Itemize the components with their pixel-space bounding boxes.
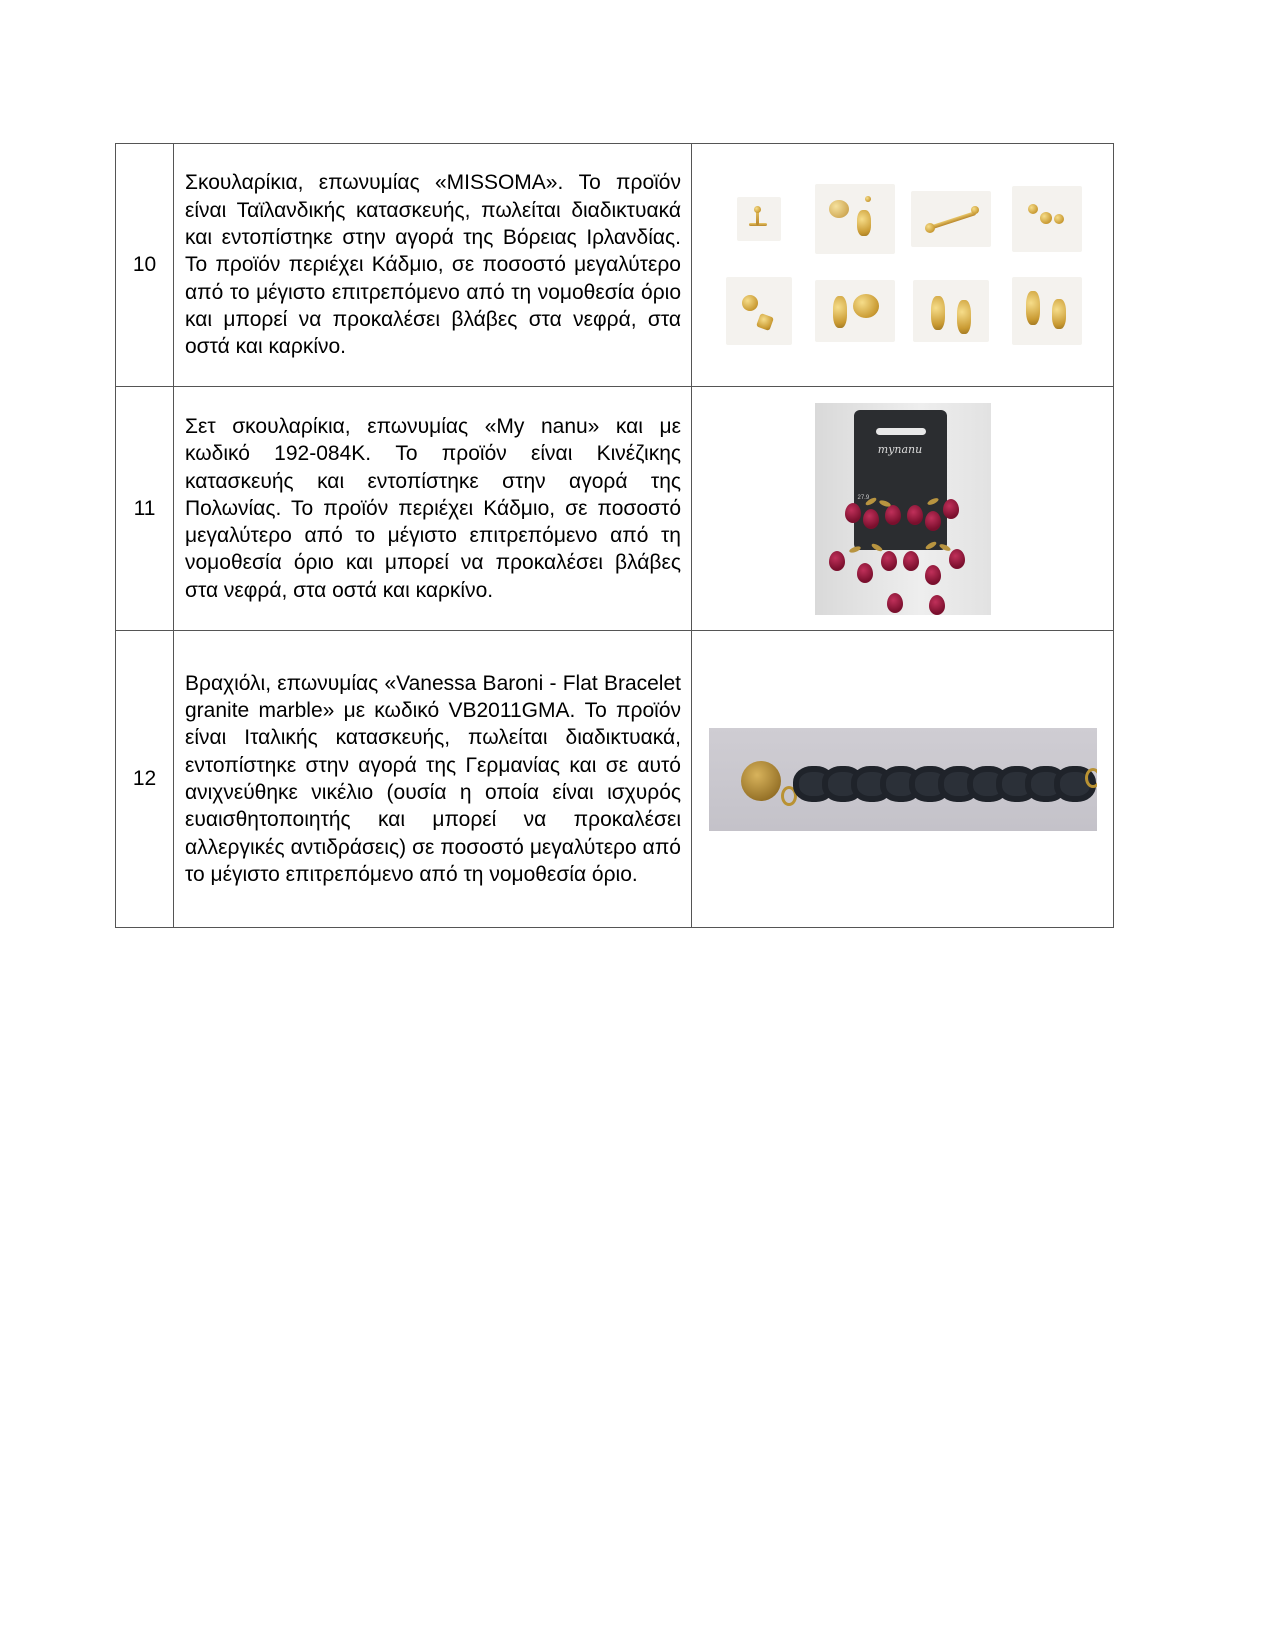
earring-image [815, 184, 895, 254]
earring-image [1012, 186, 1082, 252]
my-nanu-earrings-photo [815, 403, 991, 615]
table-row [116, 631, 1114, 928]
row-number: 11 [116, 387, 174, 631]
table-row [116, 144, 1114, 387]
product-image-cell [692, 387, 1114, 631]
earring-image [1012, 277, 1082, 345]
price-tag: 27.9 [857, 494, 870, 501]
table-row [116, 387, 1114, 631]
product-description: Σκουλαρίκια, επωνυμίας «MISSOMA». Το προϊόν είναι Ταϊλανδικής κατασκευής, πωλείται διαδικτυακά και εντοπίστηκε στην αγορά της Βόρειας Ιρλανδίας. Το προϊόν περιέχει Κάδμιο, σε ποσοστό μεγαλύτερο από το μέγιστο επιτρεπόμενο από τη νομοθεσία όριο και μπορεί να προκαλέσει βλάβες στα νεφρά, στα οστά και καρκίνο. [174, 144, 692, 387]
earring-image [726, 277, 792, 345]
vanessa-baroni-bracelet-photo [709, 728, 1097, 831]
product-image-cell [692, 631, 1114, 928]
pendant-coin [741, 761, 781, 801]
products-table [115, 143, 1114, 928]
product-description: Σετ σκουλαρίκια, επωνυμίας «My nanu» και με κωδικό 192-084K. Το προϊόν είναι Κινέζικης κατασκευής και εντοπίστηκε στην αγορά της Πολωνίας. Το προϊόν περιέχει Κάδμιο, σε ποσοστό μεγαλύτερο από το μέγιστο επιτρεπόμενο από τη νομοθεσία όριο και μπορεί να προκαλέσει βλάβες στα νεφρά, στα οστά και καρκίνο. [174, 387, 692, 631]
product-description: Βραχιόλι, επωνυμίας «Vanessa Baroni - Flat Bracelet granite marble» με κωδικό VB2011GMA. Το προϊόν είναι Ιταλικής κατασκευής, πωλείται διαδικτυακά, εντοπίστηκε στην αγορά της Γερμανίας και σε αυτό ανιχνεύθηκε νικέλιο (ουσία η οποία είναι ισχυρός ευαισθητοποιητής και μπορεί να προκαλέσει αλλεργικές αντιδράσεις) σε ποσοστό μεγαλύτερο από το μέγιστο επιτρεπόμενο από τη νομοθεσία όριο. [174, 631, 692, 928]
product-image-cell [692, 144, 1114, 387]
row-number: 10 [116, 144, 174, 387]
earring-image [911, 191, 991, 247]
earring-image [815, 280, 895, 342]
missoma-earrings-photo [692, 179, 1113, 351]
earring-image [913, 280, 989, 342]
brand-label: mynanu [877, 442, 923, 456]
earring-image [737, 197, 781, 241]
row-number: 12 [116, 631, 174, 928]
